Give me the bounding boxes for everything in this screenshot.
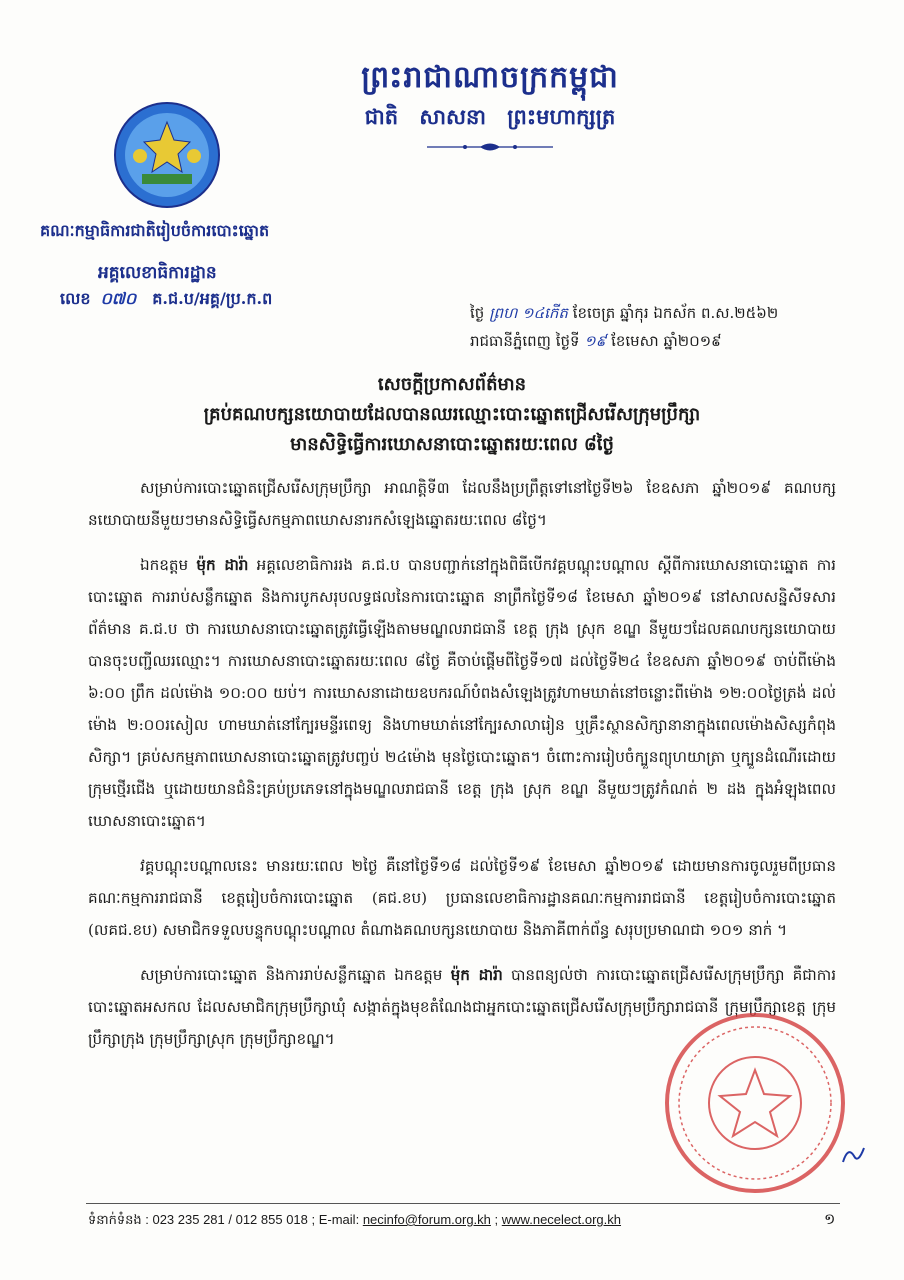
secretariat-name: អគ្គលេខាធិការដ្ឋាន: [98, 263, 217, 283]
lunar-date: [470, 304, 778, 326]
organization-name: គណៈកម្មាធិការជាតិរៀបចំការបោះឆ្នោត: [40, 221, 270, 240]
p2-start: ឯកឧត្តម: [140, 556, 189, 574]
document-title-1: សេចក្តីប្រកាសព័ត៌មាន: [377, 374, 527, 395]
footer-separator: ;: [494, 1212, 499, 1227]
nec-logo-icon: [112, 100, 222, 210]
contact-label: ទំនាក់ទំនង : 023 235 281 / 012 855 018 ; E-mail:: [88, 1212, 360, 1227]
footer-divider: [86, 1203, 840, 1204]
paragraph-2: [88, 549, 836, 837]
document-title-3: មានសិទ្ធិធ្វើការឃោសនាបោះឆ្នោតរយៈពេល ៨ថ្ងៃ: [290, 434, 614, 455]
paragraph-3: វគ្គបណ្តុះបណ្តាលនេះ មានរយៈពេល ២ថ្ងៃ គឺនៅថ្ងៃទី១៨ ដល់ថ្ងៃទី១៩ ខែមេសា ឆ្នាំ២០១៩ ដោយមានការចូលរួមពីប្រធានគណៈកម្មការរាជធានី ខេត្តរៀបចំការបោះឆ្នោត (គជ.ខប) ប្រធានលេខាធិការដ្ឋានគណៈកម្មការរាជធានី ខេត្តរៀបចំការបោះឆ្នោត (លគជ.ខប) សមាជិកទទួលបន្ទុកបណ្តុះបណ្តាល តំណាងគណបក្សនយោបាយ និងភាគីពាក់ព័ន្ធ សរុបប្រមាណជា ១០១ នាក់ ។: [88, 857, 836, 939]
document-body: [88, 472, 836, 1068]
website-link[interactable]: www.necelect.org.kh: [501, 1212, 622, 1227]
ref-code: គ.ជ.ប/អគ្គ/ប្រ.ក.ព: [152, 289, 273, 308]
p2-rest: អគ្គលេខាធិការរង គ.ជ.ប បានបញ្ជាក់នៅក្នុងពិធីបើកវគ្គបណ្តុះបណ្តាល ស្តីពីការឃោសនាបោះឆ្នោត ការបោះឆ្នោត ការរាប់សន្លឹកឆ្នោត និងការបូកសរុបលទ្ធផលនៃការបោះឆ្នោត នាព្រឹកថ្ងៃទី១៨ ខែមេសា ឆ្នាំ២០១៩ នៅសាលសន្និសីទសារព័ត៌មាន គ.ជ.ប ថា ការឃោសនាបោះឆ្នោតត្រូវធ្វើឡើងតាមមណ្ឌលរាជធានី ខេត្ត ក្រុង ស្រុក ខណ្ឌ នីមួយៗដែលគណបក្សនយោបាយបានចុះបញ្ជីឈរឈ្មោះ។ ការឃោសនាបោះឆ្នោតរយៈពេល ៨ថ្ងៃ គឺចាប់ផ្តើមពីថ្ងៃទី១៧ ដល់ថ្ងៃទី២៤ ខែឧសភា ឆ្នាំ២០១៩ ចាប់ពីម៉ោង ៦:០០ ព្រឹក ដល់ម៉ោង ១០:០០ យប់។ ការឃោសនាដោយឧបករណ៍បំពងសំឡេងត្រូវហាមឃាត់នៅចន្លោះពីម៉ោង ១២:០០ថ្ងៃត្រង់ ដល់ម៉ោង ២:០០រសៀល ហាមឃាត់នៅក្បែរមន្ទីរពេទ្យ និងហាមឃាត់នៅក្បែរសាលារៀន ឬគ្រឹះស្ថានសិក្សានានាក្នុងពេលម៉ោងសិស្សកំពុងសិក្សា។ គ្រប់សកម្មភាពឃោសនាបោះឆ្នោតត្រូវបញ្ចប់ ២៤ម៉ោង មុនថ្ងៃបោះឆ្នោត។ ចំពោះការរៀបចំក្បួនព្យុហយាត្រា ឬក្បួនដំណើរដោយក្រុមថ្មើរជើង ឬដោយយានជំនិះគ្រប់ប្រភេទនៅក្នុងមណ្ឌលរាជធានី ខេត្ត ក្រុង ស្រុក ខណ្ឌ នីមួយៗត្រូវកំណត់ ២ ដង ក្នុងអំឡុងពេលឃោសនាបោះឆ្នោត។: [88, 556, 836, 830]
lunar-rest: ខែចេត្រ ឆ្នាំកុរ ឯកស័ក ព.ស.២៥៦២: [572, 304, 779, 322]
page-number: ១: [824, 1210, 836, 1228]
solar-prefix: រាជធានីភ្នំពេញ ថ្ងៃទី: [470, 332, 580, 350]
national-motto: ជាតិ សាសនា ព្រះមហាក្សត្រ: [364, 104, 616, 129]
document-title-2: គ្រប់គណបក្សនយោបាយដែលបានឈរឈ្មោះបោះឆ្នោតជ្រើសរើសក្រុមប្រឹក្សា: [203, 404, 701, 425]
p4-person-name: ម៉ុក ដារ៉ា: [450, 966, 503, 984]
lunar-prefix: ថ្ងៃ: [470, 304, 485, 322]
signature-mark-icon: [840, 1142, 868, 1168]
ref-number-handwritten: ០៧០: [100, 289, 137, 308]
p2-person-name: ម៉ុក ដារ៉ា: [196, 556, 249, 574]
paragraph-1: សម្រាប់ការបោះឆ្នោតជ្រើសរើសក្រុមប្រឹក្សា អាណត្តិទី៣ ដែលនឹងប្រព្រឹត្តទៅនៅថ្ងៃទី២៦ ខែឧសភា ឆ្នាំ២០១៩ គណបក្សនយោបាយនីមួយៗមានសិទ្ធិធ្វើសកម្មភាពឃោសនារកសំឡេងឆ្នោតរយៈពេល ៨ថ្ងៃ។: [88, 479, 836, 529]
p4-start: សម្រាប់ការបោះឆ្នោត និងការរាប់សន្លឹកឆ្នោត ឯកឧត្តម: [140, 966, 443, 984]
footer-contact: [88, 1212, 621, 1231]
ref-label: លេខ: [60, 289, 91, 308]
official-stamp-icon: [660, 1008, 850, 1198]
solar-date: [470, 332, 722, 354]
p4-rest: បានពន្យល់ថា ការបោះឆ្នោតជ្រើសរើសក្រុមប្រឹក្សា គឺជាការបោះឆ្នោតអសកល ដែលសមាជិកក្រុមប្រឹក្សាឃុំ សង្កាត់ក្នុងមុខតំណែងជាអ្នកបោះឆ្នោតជ្រើសរើសក្រុមប្រឹក្សារាជធានី ក្រុមប្រឹក្សាខេត្ត ក្រុមប្រឹក្សាក្រុង ក្រុមប្រឹក្សាស្រុក ក្រុមប្រឹក្សាខណ្ឌ។: [88, 966, 837, 1048]
lunar-handwritten: ព្រហ ១៤កើត: [489, 304, 568, 322]
kingdom-title: ព្រះរាជាណាចក្រកម្ពុជា: [361, 60, 619, 95]
ornament-divider-icon: [425, 142, 555, 152]
solar-handwritten: ១៩: [584, 332, 607, 350]
reference-number: [60, 288, 272, 312]
email-link[interactable]: necinfo@forum.org.kh: [362, 1212, 491, 1227]
solar-rest: ខែមេសា ឆ្នាំ២០១៩: [611, 332, 722, 350]
